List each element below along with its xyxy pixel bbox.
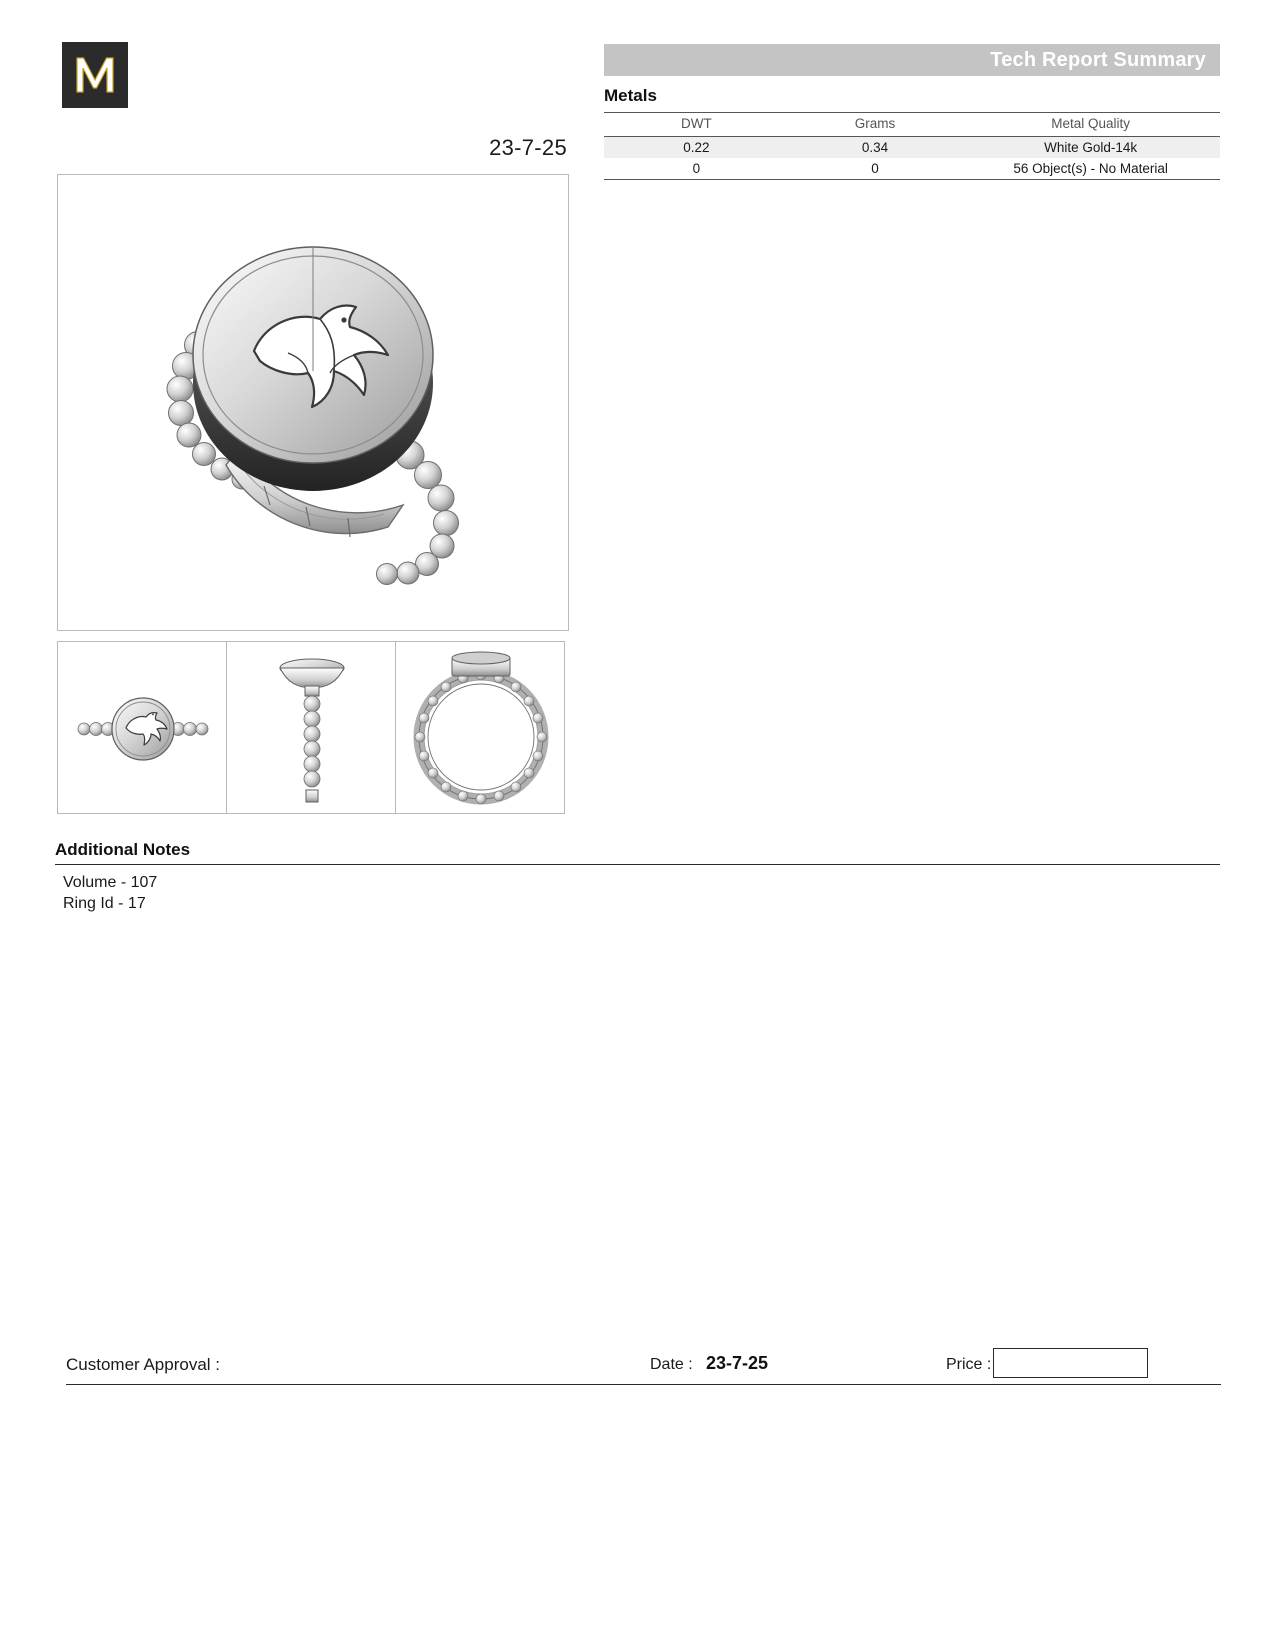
metals-section-title: Metals [604, 86, 657, 105]
thumb-side-view [226, 641, 396, 814]
note-line-ring-id: Ring Id - 17 [63, 895, 146, 912]
price-label: Price : [946, 1356, 992, 1373]
cell-dwt: 0 [604, 158, 789, 180]
ring-side-view-icon [227, 642, 396, 814]
cell-metal-quality: 56 Object(s) - No Material [961, 158, 1220, 180]
table-row [604, 158, 1220, 180]
tech-report-header [604, 44, 1220, 76]
cell-metal-quality: White Gold-14k [961, 137, 1220, 159]
ring-front-view-icon [396, 642, 565, 814]
metals-table-header-row [604, 113, 1220, 137]
ring-perspective-render-icon [58, 175, 568, 630]
thumb-top-view [57, 641, 227, 814]
thumb-front-view [395, 641, 565, 814]
design-date: 23-7-25 [489, 135, 567, 160]
column-header-dwt: DWT [604, 113, 789, 137]
additional-notes-body [63, 872, 157, 914]
column-header-grams: Grams [789, 113, 961, 137]
ring-top-view-icon [58, 642, 227, 814]
price-input[interactable] [993, 1348, 1148, 1378]
column-header-metal-quality: Metal Quality [961, 113, 1220, 137]
company-logo [62, 42, 128, 108]
cell-grams: 0.34 [789, 137, 961, 159]
letter-m-logo-icon [72, 52, 118, 98]
date-value: 23-7-25 [706, 1353, 769, 1373]
cell-dwt: 0.22 [604, 137, 789, 159]
cell-grams: 0 [789, 158, 961, 180]
metals-table [604, 112, 1220, 180]
table-row [604, 137, 1220, 159]
note-line-volume: Volume - 107 [63, 874, 158, 891]
date-label: Date : [650, 1356, 693, 1373]
thumbnail-row [57, 641, 567, 814]
signature-line [66, 1384, 1221, 1385]
customer-approval-label: Customer Approval : [66, 1355, 221, 1374]
main-render-image [57, 174, 569, 631]
additional-notes-divider [55, 864, 1220, 865]
bird-medallion [193, 247, 433, 463]
tech-report-title: Tech Report Summary [990, 48, 1206, 71]
additional-notes-title: Additional Notes [55, 840, 191, 859]
